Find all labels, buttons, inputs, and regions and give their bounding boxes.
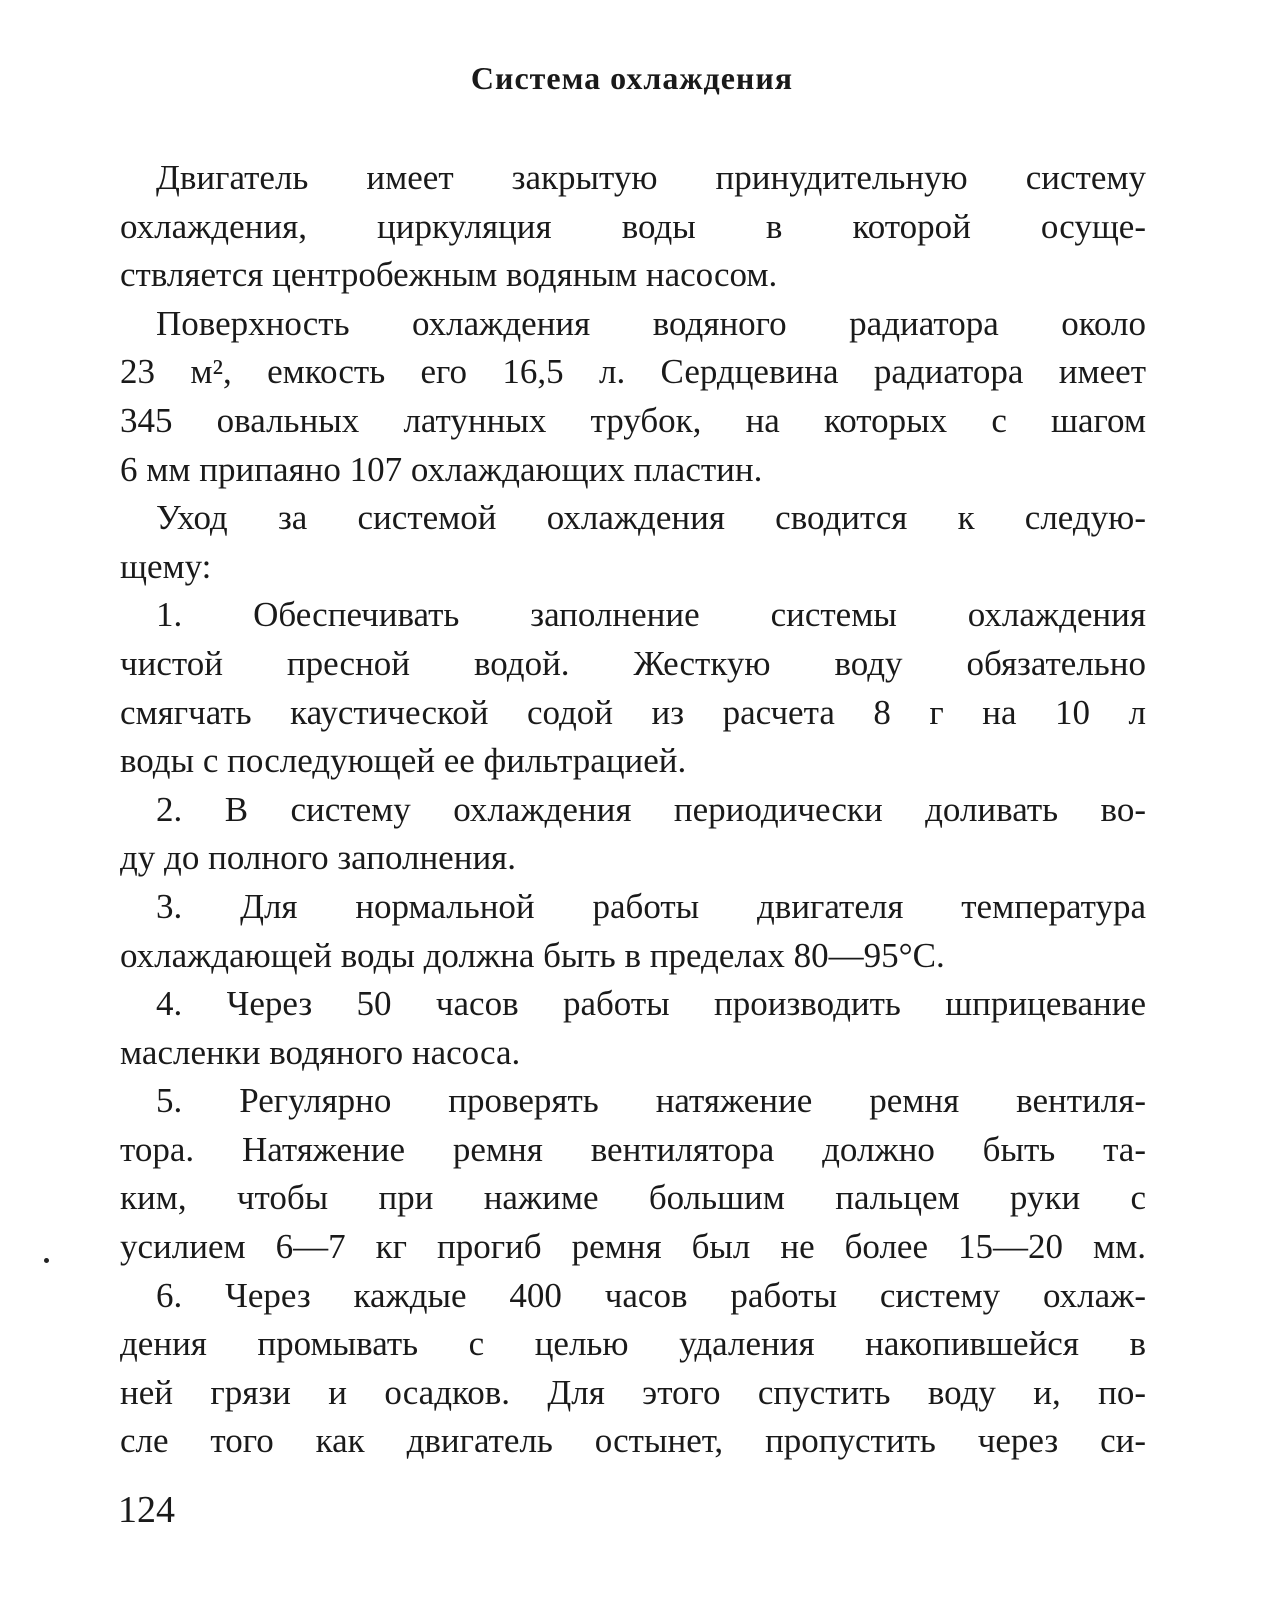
- text-line: ду до полного заполнения.: [120, 838, 517, 878]
- list-item-2: [120, 786, 1146, 883]
- body-text: [120, 154, 1146, 1466]
- paragraph-radiator: [120, 300, 1146, 494]
- text-line: дения промывать с целью удаления накопившейся в: [120, 1324, 1146, 1364]
- text-line: щему:: [120, 546, 212, 586]
- list-item-1: [120, 591, 1146, 785]
- paragraph-intro: [120, 154, 1146, 300]
- text-line: усилием 6—7 кг прогиб ремня был не более 15—20 мм.: [120, 1227, 1146, 1267]
- text-line: ней грязи и осадков. Для этого спустить воду и, по-: [120, 1372, 1146, 1412]
- scan-speck: [44, 1258, 49, 1263]
- text-line: 6. Через каждые 400 часов работы систему охлаж-: [156, 1275, 1146, 1315]
- text-line: Уход за системой охлаждения сводится к следую-: [156, 498, 1146, 538]
- text-line: сле того как двигатель остынет, пропустить через си-: [120, 1421, 1146, 1461]
- text-line: 3. Для нормальной работы двигателя температура: [156, 886, 1146, 926]
- text-line: охлаждающей воды должна быть в пределах 80—95°С.: [120, 935, 945, 975]
- text-line: ствляется центробежным водяным насосом.: [120, 255, 778, 295]
- text-line: ким, чтобы при нажиме большим пальцем руки с: [120, 1178, 1146, 1218]
- text-line: 5. Регулярно проверять натяжение ремня вентиля-: [156, 1081, 1146, 1121]
- text-line: масленки водяного насоса.: [120, 1032, 521, 1072]
- text-line: воды с последующей ее фильтрацией.: [120, 741, 687, 781]
- text-line: Поверхность охлаждения водяного радиатора около: [156, 303, 1146, 343]
- text-line: 345 овальных латунных трубок, на которых с шагом: [120, 400, 1146, 440]
- list-item-6: [120, 1272, 1146, 1466]
- paragraph-maintenance-intro: [120, 494, 1146, 591]
- section-title: Система охлаждения: [470, 60, 794, 96]
- text-line: Двигатель имеет закрытую принудительную систему: [156, 158, 1146, 197]
- text-line: 23 м², емкость его 16,5 л. Сердцевина радиатора имеет: [120, 352, 1146, 392]
- text-line: охлаждения, циркуляция воды в которой осуще-: [120, 206, 1146, 246]
- list-item-3: [120, 883, 1146, 980]
- text-line: 4. Через 50 часов работы производить шприцевание: [156, 984, 1146, 1024]
- page-number: 124: [118, 1489, 175, 1531]
- list-item-4: [120, 980, 1146, 1077]
- text-line: 6 мм припаяно 107 охлаждающих пластин.: [120, 449, 763, 489]
- text-line: чистой пресной водой. Жесткую воду обязательно: [120, 643, 1146, 683]
- text-line: тора. Натяжение ремня вентилятора должно быть та-: [120, 1129, 1146, 1169]
- text-line: смягчать каустической содой из расчета 8 г на 10 л: [120, 692, 1146, 732]
- list-item-5: [120, 1077, 1146, 1271]
- text-line: 2. В систему охлаждения периодически доливать во-: [156, 789, 1146, 829]
- text-line: 1. Обеспечивать заполнение системы охлаждения: [156, 595, 1146, 635]
